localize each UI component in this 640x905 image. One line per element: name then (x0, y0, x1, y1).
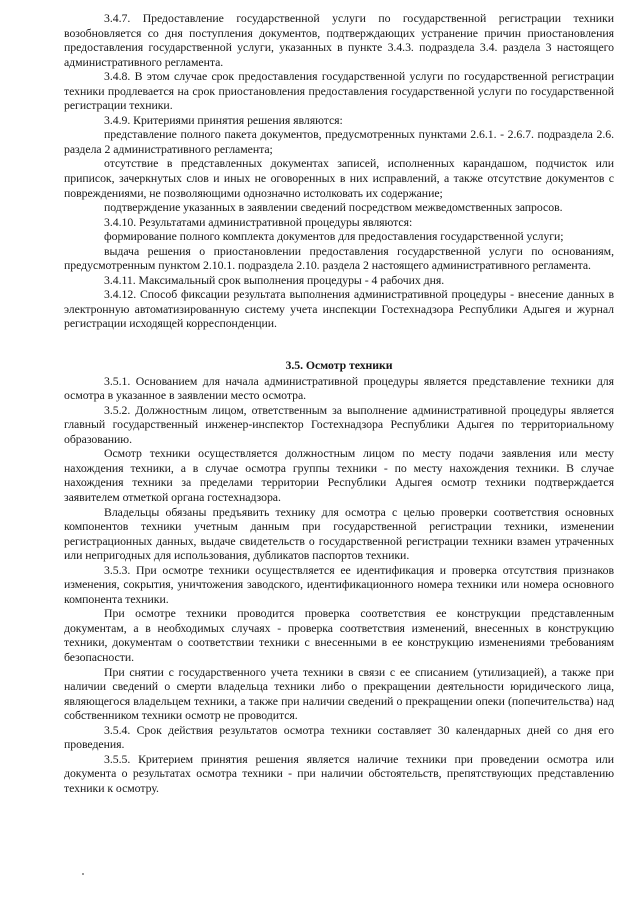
paragraph: отсутствие в представленных документах записей, исполненных карандашом, подчисток или приписок, зачеркнутых слов и иных не оговоренных в них исправлений, а также отсутствие документов с повреждениями, не позволяющими однозначно истолковать их содержание; (64, 156, 614, 200)
paragraph: 3.4.10. Результатами административной процедуры являются: (104, 214, 413, 229)
paragraph: 3.5.4. Срок действия результатов осмотра техники составляет 30 календарных дней со дня его проведения. (64, 722, 614, 752)
paragraph: представление полного пакета документов, предусмотренных пунктами 2.6.1. - 2.6.7. подраздела 2.6. раздела 2 административного регламента; (64, 127, 614, 156)
paragraph: Осмотр техники осуществляется должностным лицом по месту подачи заявления или месту нахождения техники, а в случае осмотра группы техники - по месту нахождения техники. В случае нахождения техники за пределами территории Республики Адыгея осмотр техники подтверждается заявителем отметкой органа гостехнадзора. (64, 446, 614, 504)
paragraph: При снятии с государственного учета техники в связи с ее списанием (утилизацией), а также при наличии сведений о смерти владельца техники либо о прекращении деятельности юридического лица, являющегося владельцем техники, а также при наличии сведений о прекращении опеки (попечительства) над собственником техники осмотр не проводится. (64, 664, 614, 723)
paragraph: 3.5.5. Критерием принятия решения является наличие техники при проведении осмотра или документа о результатах осмотра техники - при наличии обстоятельств, препятствующих представлению техники к осмотру. (64, 751, 614, 795)
section-3-4-continuation (64, 11, 614, 331)
paragraph: При осмотре техники проводится проверка соответствия ее конструкции представленным документам, а в необходимых случаях - проверка соответствия изменений, внесенных в конструкцию техники, документам о соответствии техники с внесенными в ее конструкцию изменениями требованиям безопасности. (64, 606, 614, 664)
paragraph: выдача решения о приостановлении предоставления государственной услуги по основаниям, предусмотренным пунктом 2.10.1. подраздела 2.10. раздела 2 настоящего административного регламента. (64, 243, 614, 273)
scan-speck (82, 873, 84, 875)
paragraph: 3.5.2. Должностным лицом, ответственным за выполнение административной процедуры является главный государственный инженер-инспектор Гостехнадзора Республики Адыгея по территориальному образованию. (64, 402, 614, 446)
paragraph: 3.4.7. Предоставление государственной услуги по государственной регистрации техники возобновляется со дня поступления документов, подтверждающих устранение причин приостановления предоставления государственной услуги, указанных в пункте 3.4.3. подраздела 3.4. раздела 3 настоящего административного регламента. (64, 11, 614, 69)
paragraph: 3.5.3. При осмотре техники осуществляется ее идентификация и проверка отсутствия признаков изменения, сокрытия, уничтожения заводского, идентификационного номера техники или номера основного компонента техники. (64, 562, 614, 606)
paragraph: Владельцы обязаны предъявить технику для осмотра с целью проверки соответствия основных компонентов техники учетным данным при государственной регистрации техники, изменении регистрационных данных, выдаче свидетельств о государственной регистрации техники взамен утраченных или непригодных для использования, дубликатов паспортов техники. (64, 504, 614, 563)
section-heading: 3.5. Осмотр техники (285, 358, 393, 373)
section-3-5-body (64, 374, 614, 796)
paragraph: 3.4.11. Максимальный срок выполнения процедуры - 4 рабочих дня. (104, 272, 445, 287)
paragraph: 3.4.12. Способ фиксации результата выполнения административной процедуры - внесение данных в электронную автоматизированную систему учета инспекции Гостехнадзора Республики Адыгея и журнал регистрации исходящей корреспонденции. (64, 287, 614, 331)
document-page (64, 11, 614, 795)
section-gap (64, 331, 614, 347)
paragraph: формирование полного комплекта документов для предоставления государственной услуги; (104, 229, 564, 244)
paragraph: 3.5.1. Основанием для начала административной процедуры является представление техники для осмотра в указанное в заявлении место осмотра. (64, 373, 614, 403)
paragraph: подтверждение указанных в заявлении сведений посредством межведомственных запросов. (104, 200, 563, 215)
paragraph: 3.4.9. Критериями принятия решения являются: (104, 112, 343, 127)
paragraph: 3.4.8. В этом случае срок предоставления государственной услуги по государственной регистрации техники продлевается на срок приостановления предоставления государственной услуги по государственной регистрации техники. (64, 69, 614, 113)
